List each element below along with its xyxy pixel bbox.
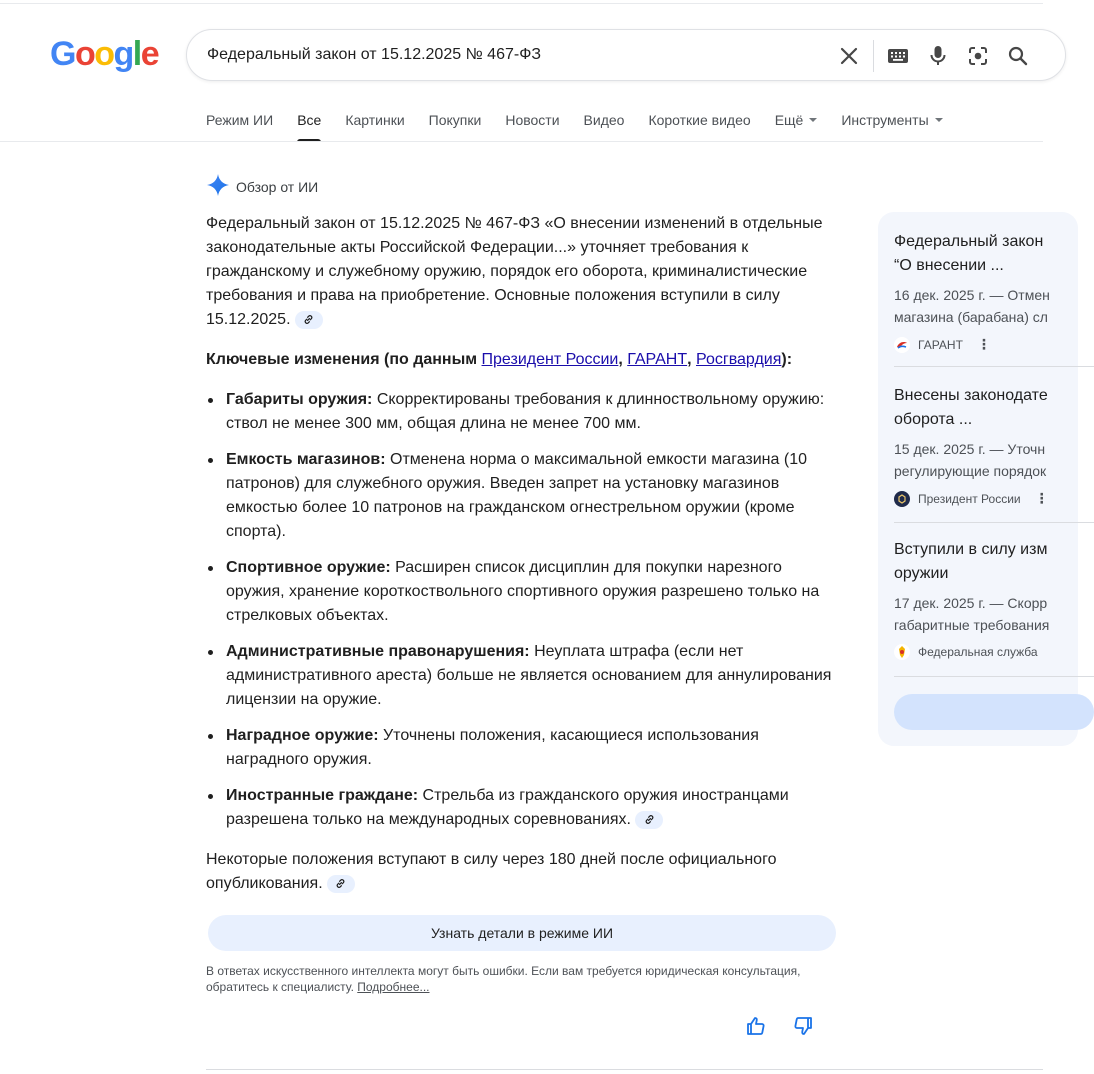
learn-more-link[interactable]: Подробнее... (357, 980, 430, 994)
source-site (894, 644, 1064, 660)
tab-label: Все (297, 112, 322, 128)
ai-outro-text: Некоторые положения вступают в силу через 180 дней после официального опубликования. (206, 851, 777, 892)
point-text: Стрельба из гражданского оружия иностранцами разрешена только на международных соревнованиях. (226, 787, 789, 828)
source-site (894, 490, 1064, 507)
google-logo[interactable] (50, 34, 158, 74)
key-changes-heading (206, 348, 836, 372)
tab-label: Ещё (774, 112, 804, 128)
tab-label: Новости (505, 112, 560, 128)
source-title[interactable]: Вступили в силу изм (894, 541, 1048, 558)
key-sep: , (618, 351, 628, 368)
list-item (206, 448, 836, 544)
source-divider (894, 676, 1094, 677)
source-site-name: ГАРАНТ (918, 337, 963, 352)
search-box (186, 29, 1066, 81)
tab-shopping[interactable] (429, 100, 482, 142)
point-term: Наградное оружие: (226, 727, 379, 744)
top-divider (0, 3, 1043, 4)
thumbs-down-icon[interactable] (791, 1014, 815, 1038)
point-term: Габариты оружия: (226, 391, 373, 408)
tab-all[interactable] (297, 100, 321, 142)
point-term: Иностранные граждане: (226, 787, 419, 804)
list-item (206, 388, 836, 436)
point-text: Расширен список дисциплин для покупки нарезного оружия, хранение короткоствольного спортивного оружия разрешено только на стрелковых объектах. (226, 559, 820, 624)
rosgvardia-emblem-icon (894, 644, 910, 660)
point-term: Спортивное оружие: (226, 559, 391, 576)
tab-label: Короткие видео (648, 112, 751, 128)
source-card[interactable] (894, 384, 1064, 507)
tab-more[interactable] (775, 100, 818, 142)
key-prefix: Ключевые изменения (по данным (206, 351, 482, 368)
president-emblem-icon (894, 491, 910, 507)
source-link-garant[interactable]: ГАРАНТ (627, 351, 688, 368)
key-suffix: ): (781, 351, 793, 368)
section-divider (206, 1069, 1043, 1070)
source-link-president[interactable]: Президент России (481, 351, 619, 368)
tab-short-videos[interactable] (648, 100, 750, 142)
source-card[interactable] (894, 230, 1064, 353)
source-snippet-line2: магазина (барабана) сл (894, 309, 1048, 325)
source-link-rosgvardia[interactable]: Росгвардия (696, 351, 782, 368)
sparkle-icon (206, 173, 230, 200)
thumbs-up-icon[interactable] (744, 1014, 768, 1038)
ai-intro (206, 212, 836, 332)
garant-favicon-icon (894, 337, 910, 353)
source-divider (894, 522, 1094, 523)
key-changes-list (206, 388, 836, 832)
ai-mode-details-button[interactable]: Узнать детали в режиме ИИ (208, 915, 836, 951)
source-site-name: Президент России (918, 491, 1021, 506)
tab-label: Картинки (345, 112, 405, 128)
point-text: Отменена норма о максимальной емкости магазина (10 патронов) для служебного оружия. Введен запрет на установку магазинов емкостью более 10 патронов на гражданском огнестрельном оружии (кроме спорта). (226, 451, 807, 540)
list-item (206, 640, 836, 712)
search-icon[interactable] (1005, 43, 1031, 69)
lens-icon[interactable] (965, 43, 991, 69)
source-title-line2[interactable]: оружии (894, 565, 949, 582)
disclaimer-text: В ответах искусственного интеллекта могут быть ошибки. Если вам требуется юридическая консультация, обратитесь к специалисту. (206, 964, 801, 994)
sources-panel (878, 212, 1078, 746)
source-snippet-line2: габаритные требования (894, 617, 1050, 633)
source-card[interactable] (894, 538, 1064, 660)
point-text: Уточнены положения, касающиеся использования наградного оружия. (226, 727, 759, 768)
ai-disclaimer (206, 963, 826, 995)
source-site (894, 336, 1064, 353)
list-item (206, 724, 836, 772)
tab-tools[interactable] (841, 100, 942, 142)
tabs-divider (0, 141, 1043, 142)
source-title-line2[interactable]: “О внесении ... (894, 257, 1004, 274)
chevron-down-icon (935, 118, 943, 122)
list-item (206, 556, 836, 628)
source-site-name: Федеральная служба (918, 645, 1038, 659)
search-input[interactable] (207, 44, 807, 66)
ai-intro-text: Федеральный закон от 15.12.2025 № 467-ФЗ «О внесении изменений в отдельные законодательные акты Российской Федерации...» уточняет требования к гражданскому и служебному оружию, порядок его оборота, криминалистические требования и права на приобретение. Основные положения вступили в силу 15.12.2025. (206, 215, 823, 328)
keyboard-icon[interactable] (885, 43, 911, 69)
tab-ai-mode[interactable] (206, 100, 273, 142)
source-title-line2[interactable]: оборота ... (894, 411, 973, 428)
more-vert-icon[interactable]: ⋮ (976, 336, 991, 352)
tab-label: Видео (583, 112, 625, 128)
search-divider (873, 40, 874, 72)
logo-letter: G (50, 35, 75, 73)
link-icon[interactable] (327, 875, 355, 893)
source-title[interactable]: Внесены законодате (894, 387, 1048, 404)
source-divider (894, 366, 1094, 367)
list-item (206, 784, 836, 832)
more-vert-icon[interactable]: ⋮ (1034, 490, 1049, 506)
ai-overview-title: Обзор от ИИ (236, 178, 319, 195)
point-term: Административные правонарушения: (226, 643, 530, 660)
source-snippet-line2: регулирующие порядок (894, 463, 1047, 479)
tab-images[interactable] (345, 100, 404, 142)
tab-videos[interactable] (584, 100, 625, 142)
ai-overview-body (206, 212, 836, 912)
chevron-down-icon (809, 118, 817, 122)
source-snippet: 15 дек. 2025 г. — Уточн (894, 441, 1046, 457)
tab-label: Покупки (428, 112, 482, 128)
point-term: Емкость магазинов: (226, 451, 386, 468)
show-all-sources-button[interactable] (894, 694, 1094, 730)
tab-label: Инструменты (841, 112, 929, 128)
logo-letter: l (132, 35, 141, 73)
logo-letter: o (94, 35, 114, 73)
logo-letter: e (140, 35, 159, 73)
point-text: Скорректированы требования к длинноствольному оружию: ствол не менее 300 мм, общая длина не менее 700 мм. (226, 391, 825, 432)
source-title[interactable]: Федеральный закон (894, 233, 1044, 250)
tab-news[interactable] (505, 100, 559, 142)
search-tabs (206, 100, 967, 142)
microphone-icon[interactable] (925, 43, 951, 69)
link-icon[interactable] (295, 311, 323, 329)
ai-overview-header (206, 173, 318, 200)
ai-outro (206, 848, 836, 896)
source-snippet: 17 дек. 2025 г. — Скорр (894, 595, 1048, 611)
link-icon[interactable] (635, 811, 663, 829)
close-icon[interactable] (836, 43, 862, 69)
logo-letter: g (113, 35, 133, 73)
tab-label: Режим ИИ (206, 112, 274, 128)
point-text: Неуплата штрафа (если нет административного ареста) больше не является основанием для аннулирования лицензии на оружие. (226, 643, 832, 708)
logo-letter: o (74, 35, 95, 73)
key-sep: , (687, 351, 696, 368)
source-snippet: 16 дек. 2025 г. — Отмен (894, 287, 1050, 303)
